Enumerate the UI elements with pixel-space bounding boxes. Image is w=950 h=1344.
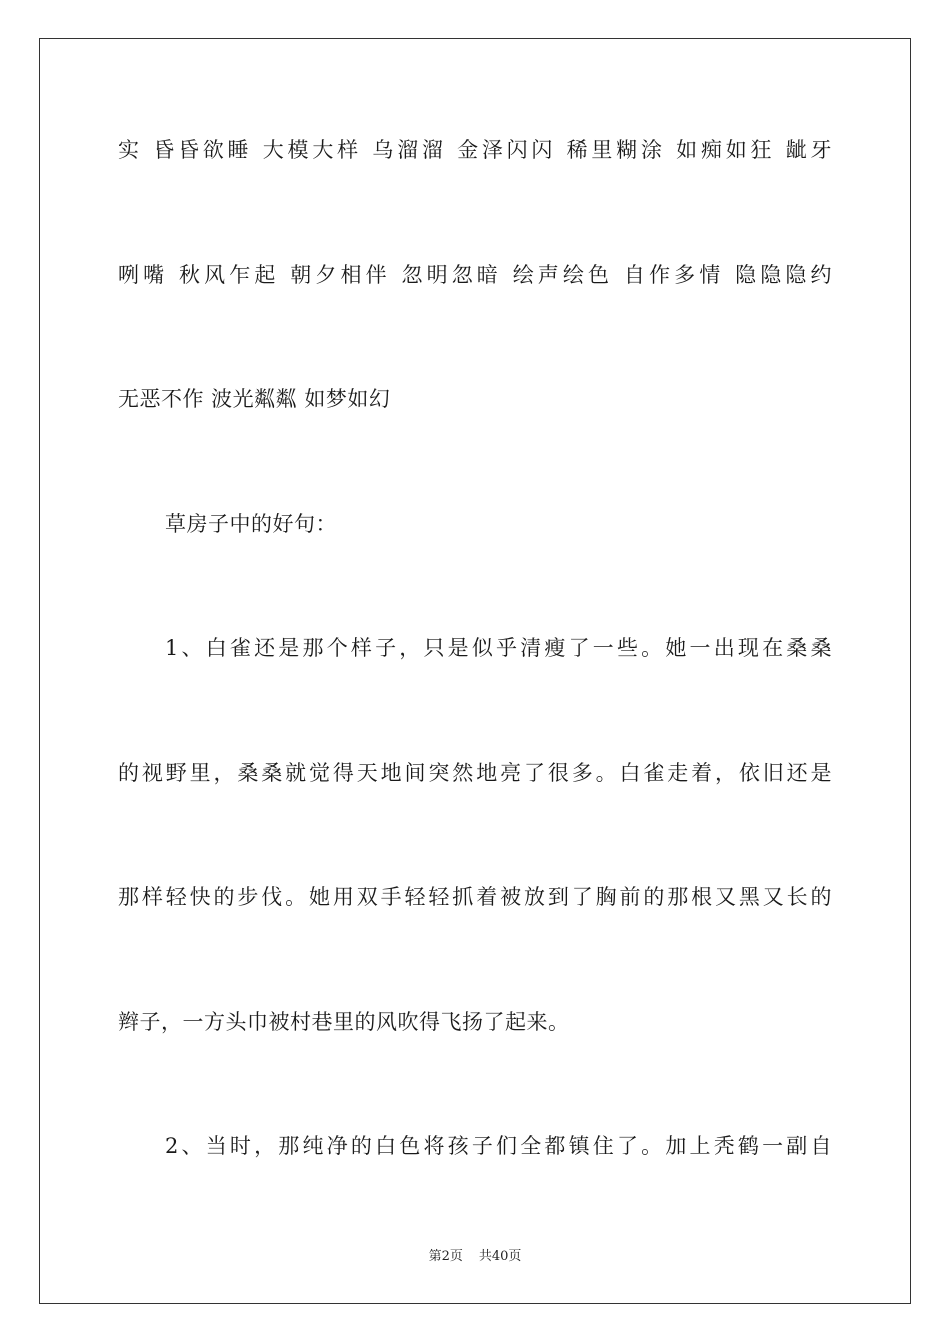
text-line-1: 实 昏昏欲睡 大模大样 乌溜溜 金泽闪闪 稀里糊涂 如痴如狂 龇牙: [118, 138, 832, 162]
text-line-8: 辫子，一方头巾被村巷里的风吹得飞扬了起来。: [118, 1010, 570, 1034]
text-line-6: 的视野里，桑桑就觉得天地间突然地亮了很多。白雀走着，依旧还是: [118, 761, 832, 785]
page-number: 第2页: [428, 1249, 463, 1264]
text-line-9: 2、当时，那纯净的白色将孩子们全都镇住了。加上秃鹤一副自: [165, 1134, 832, 1158]
text-line-3: 无恶不作 波光粼粼 如梦如幻: [118, 387, 391, 411]
page-total: 共40页: [478, 1249, 522, 1264]
section-heading: 草房子中的好句：: [165, 512, 337, 536]
page-border: [39, 38, 911, 1304]
page-footer: [0, 1248, 950, 1266]
text-line-2: 咧嘴 秋风乍起 朝夕相伴 忽明忽暗 绘声绘色 自作多情 隐隐隐约: [118, 263, 832, 287]
text-line-5: 1、白雀还是那个样子，只是似乎清瘦了一些。她一出现在桑桑: [165, 636, 832, 660]
text-line-7: 那样轻快的步伐。她用双手轻轻抓着被放到了胸前的那根又黑又长的: [118, 885, 832, 909]
